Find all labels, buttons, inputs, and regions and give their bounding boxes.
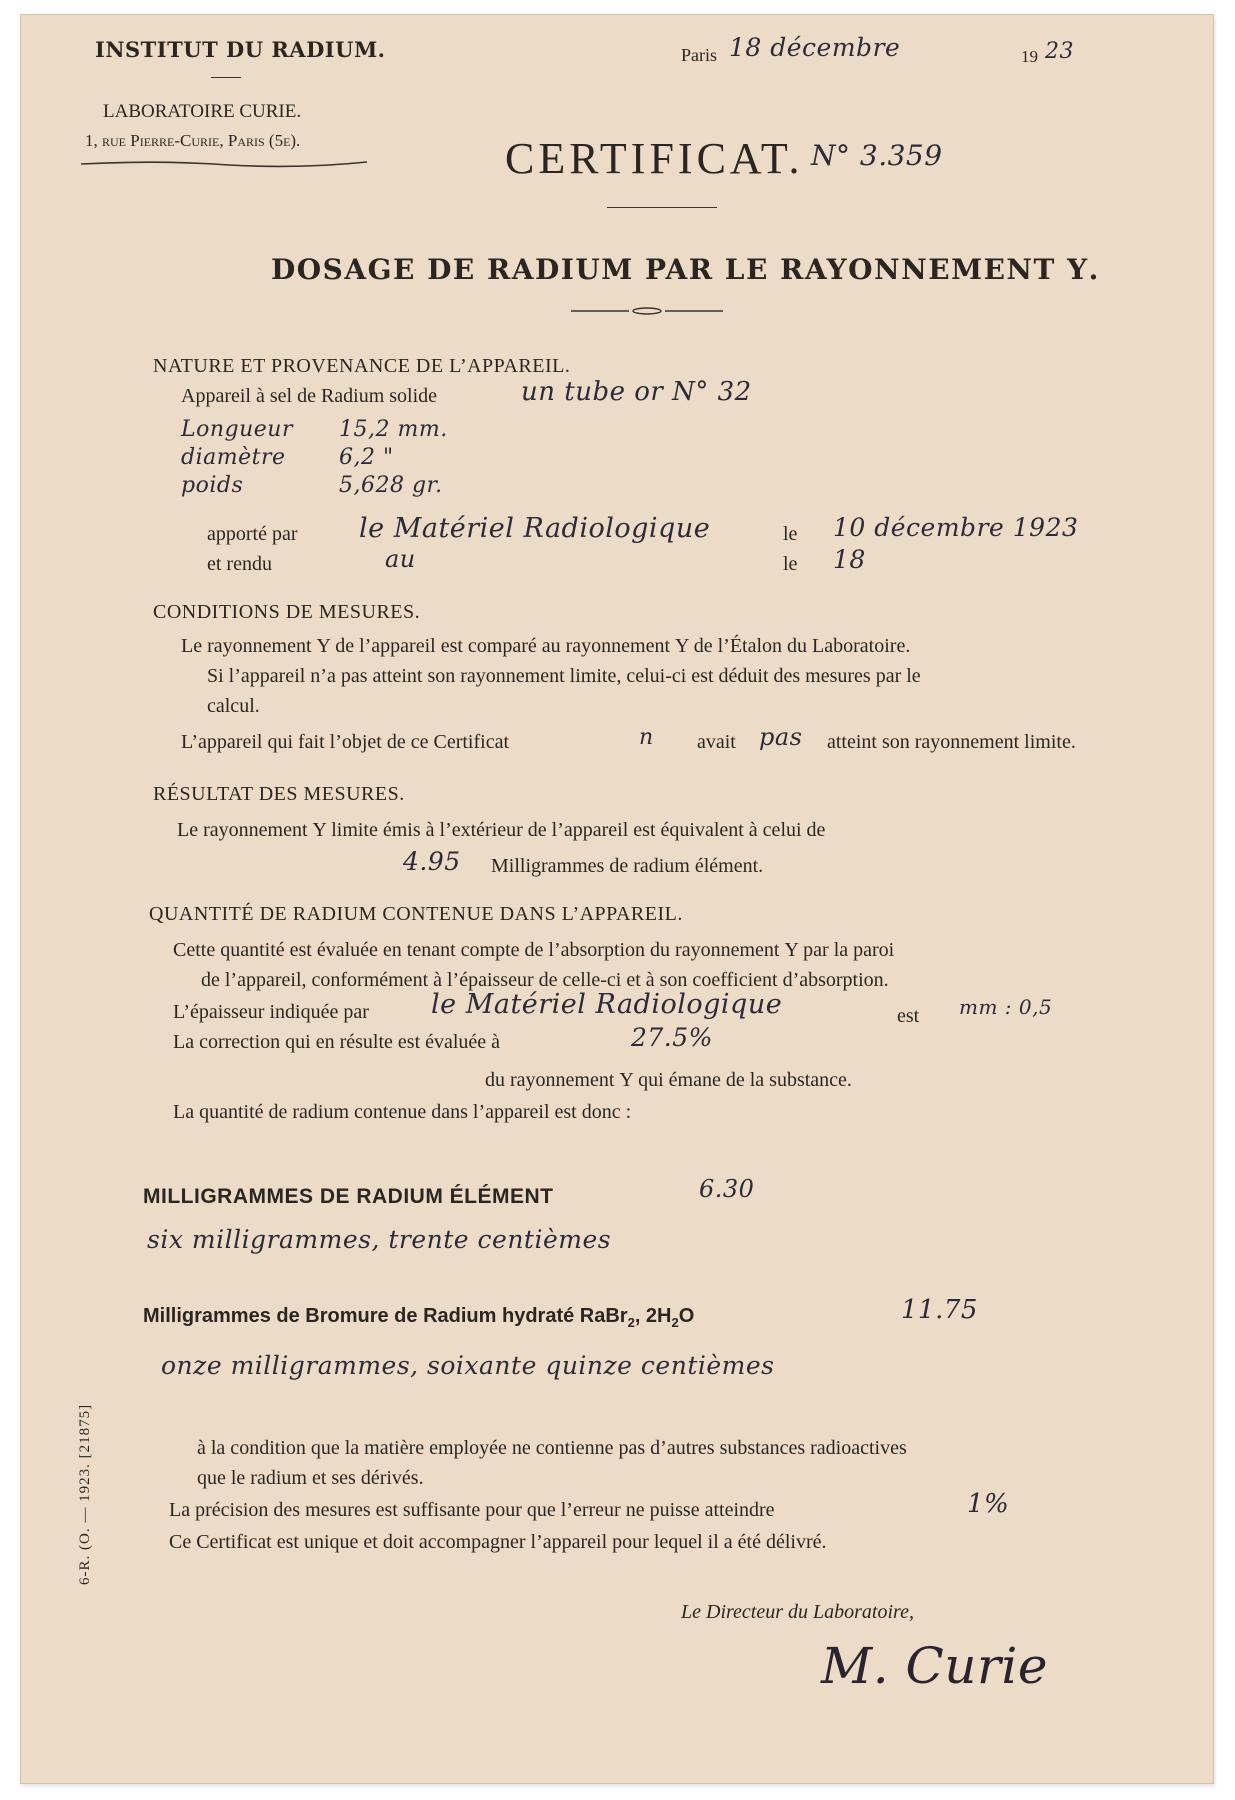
appareil-label: Appareil à sel de Radium solide bbox=[181, 385, 438, 407]
year-handwritten: 23 bbox=[1045, 39, 1074, 64]
epaisseur-est-label: est bbox=[897, 1005, 920, 1027]
quantite-line2: de l’appareil, conformément à l’épaisseur de celle-ci et à son coefficient d’absorption. bbox=[201, 969, 889, 991]
date-handwritten: 18 décembre bbox=[729, 33, 901, 62]
diametre-label: diamètre bbox=[181, 445, 286, 470]
rendu-label: et rendu bbox=[207, 553, 272, 575]
longueur-value: 15,2 mm. bbox=[339, 417, 448, 442]
rendu-handwritten: au bbox=[385, 545, 416, 573]
conditions-line3: calcul. bbox=[207, 695, 260, 717]
city-label: Paris bbox=[681, 45, 717, 65]
rendu-date-handwritten: 18 bbox=[833, 545, 866, 574]
appareil-handwritten: un tube or N° 32 bbox=[521, 377, 752, 407]
title-ornament bbox=[569, 305, 725, 317]
nature-heading: NATURE ET PROVENANCE DE L’APPAREIL. bbox=[153, 355, 571, 377]
quantite-line1: Cette quantité est évaluée en tenant compte de l’absorption du rayonnement Υ par la paroi bbox=[173, 939, 895, 961]
signature: M. Curie bbox=[821, 1637, 1048, 1695]
title-underline bbox=[607, 207, 717, 208]
side-print-code: 6-R. (O. — 1923. [21875] bbox=[77, 1403, 93, 1585]
institute-name: INSTITUT DU RADIUM. bbox=[95, 37, 386, 62]
footer-precision-handwritten: 1% bbox=[967, 1489, 1010, 1519]
bromure-label-end: O bbox=[678, 1305, 695, 1327]
bromure-value-handwritten: 11.75 bbox=[901, 1295, 978, 1325]
conditions-hand-n: n bbox=[639, 725, 654, 750]
bromure-words-handwritten: onze milligrammes, soixante quinze centièmes bbox=[161, 1351, 775, 1380]
resultat-heading: RÉSULTAT DES MESURES. bbox=[153, 783, 405, 805]
apporte-le-label: le bbox=[783, 523, 798, 545]
milligrams-element-words: six milligrammes, trente centièmes bbox=[147, 1225, 612, 1254]
conditions-hand-pas: pas bbox=[759, 723, 803, 751]
year-prefix: 19 bbox=[1021, 47, 1038, 66]
apporte-date-handwritten: 10 décembre 1923 bbox=[833, 513, 1079, 542]
poids-label: poids bbox=[181, 473, 244, 498]
certificate-title: CERTIFICAT. bbox=[505, 134, 804, 183]
epaisseur-handwritten: le Matériel Radiologique bbox=[431, 989, 783, 1020]
footer-condition-line1: à la condition que la matière employée ne contienne pas d’autres substances radioactives bbox=[197, 1437, 907, 1459]
lab-address: 1, rue Pierre-Curie, Paris (5e). bbox=[85, 131, 301, 150]
conditions-heading: CONDITIONS DE MESURES. bbox=[153, 601, 421, 623]
conditions-line1: Le rayonnement Υ de l’appareil est comparé au rayonnement Υ de l’Étalon du Laboratoire. bbox=[181, 635, 911, 657]
apporte-label: apporté par bbox=[207, 523, 298, 545]
conditions-line4b: avait bbox=[697, 731, 736, 753]
rendu-le-label: le bbox=[783, 553, 798, 575]
bromure-label-text: Milligrammes de Bromure de Radium hydraté RaBr bbox=[143, 1305, 628, 1327]
quantite-line-donc: La quantité de radium contenue dans l’appareil est donc : bbox=[173, 1101, 632, 1123]
bromure-label bbox=[143, 1305, 694, 1330]
footer-unique: Ce Certificat est unique et doit accompagner l’appareil pour lequel il a été délivré. bbox=[169, 1531, 827, 1553]
director-title: Le Directeur du Laboratoire, bbox=[681, 1601, 914, 1623]
conditions-line2: Si l’appareil n’a pas atteint son rayonnement limite, celui-ci est déduit des mesures par le bbox=[207, 665, 921, 687]
longueur-label: Longueur bbox=[181, 417, 293, 442]
header-flourish-rule bbox=[79, 158, 369, 170]
quantite-heading: QUANTITÉ DE RADIUM CONTENUE DANS L’APPAREIL. bbox=[149, 903, 683, 925]
resultat-value-handwritten: 4.95 bbox=[403, 847, 461, 876]
resultat-line1: Le rayonnement Υ limite émis à l’extérieur de l’appareil est équivalent à celui de bbox=[177, 819, 826, 841]
correction-label: La correction qui en résulte est évaluée à bbox=[173, 1031, 501, 1053]
epaisseur-label: L’épaisseur indiquée par bbox=[173, 1001, 369, 1023]
footer-precision: La précision des mesures est suffisante pour que l’erreur ne puisse atteindre bbox=[169, 1499, 775, 1521]
bromure-sub-2: 2 bbox=[671, 1315, 679, 1330]
certificate-number: N° 3.359 bbox=[811, 139, 943, 172]
quantite-line-du: du rayonnement Υ qui émane de la substance. bbox=[485, 1069, 852, 1091]
apporte-handwritten: le Matériel Radiologique bbox=[359, 513, 711, 544]
epaisseur-value-handwritten: mm : 0,5 bbox=[959, 995, 1053, 1019]
bromure-label-mid: , 2H bbox=[634, 1305, 672, 1327]
certificate-sheet bbox=[20, 14, 1214, 1784]
conditions-line4c: atteint son rayonnement limite. bbox=[827, 731, 1076, 753]
diametre-value: 6,2 " bbox=[339, 445, 394, 470]
main-title: DOSAGE DE RADIUM PAR LE RAYONNEMENT Υ. bbox=[271, 253, 1100, 286]
correction-handwritten: 27.5% bbox=[631, 1023, 713, 1052]
conditions-line4a: L’appareil qui fait l’objet de ce Certificat bbox=[181, 731, 510, 753]
footer-condition-line2: que le radium et ses dérivés. bbox=[197, 1467, 424, 1489]
lab-name: LABORATOIRE CURIE. bbox=[103, 101, 302, 122]
resultat-line2: Milligrammes de radium élément. bbox=[491, 855, 764, 877]
milligrams-element-value: 6.30 bbox=[699, 1175, 755, 1203]
bromure-sub-1: 2 bbox=[627, 1315, 635, 1330]
poids-value: 5,628 gr. bbox=[339, 473, 443, 498]
header-small-rule bbox=[211, 77, 241, 78]
milligrams-element-label: MILLIGRAMMES DE RADIUM ÉLÉMENT bbox=[143, 1185, 554, 1208]
